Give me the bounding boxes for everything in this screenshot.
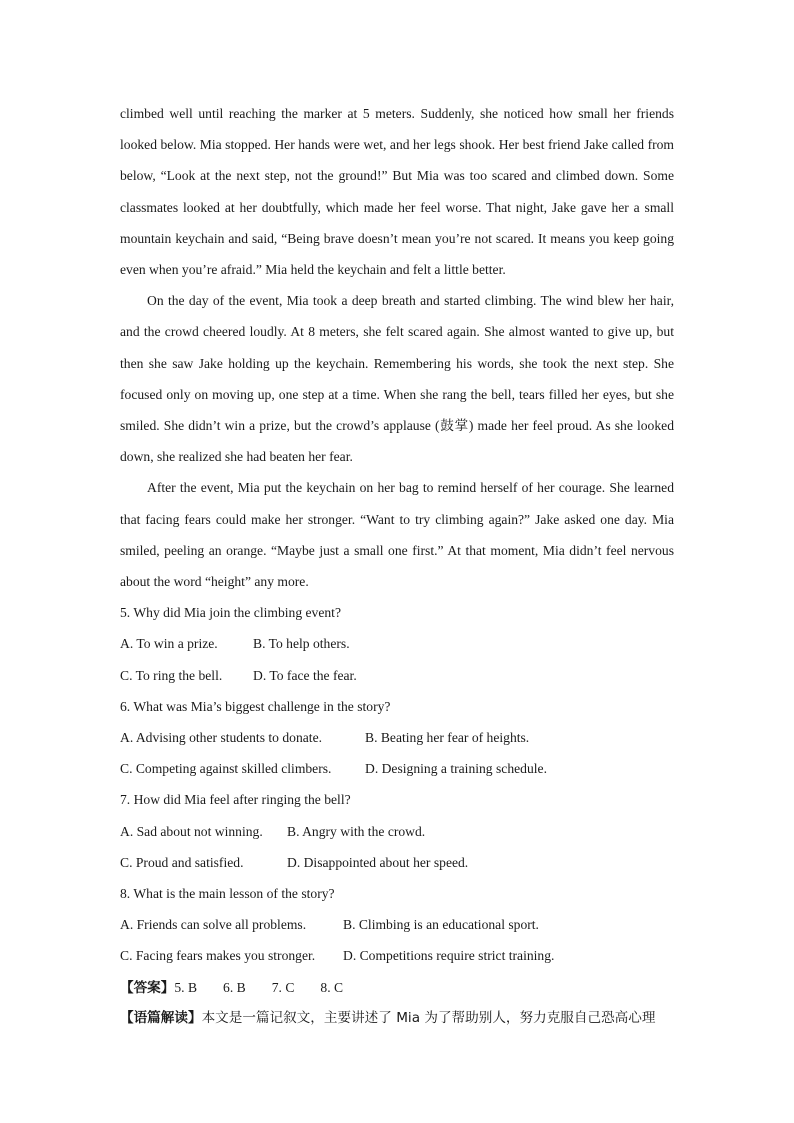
document-content xyxy=(120,98,674,1034)
question-8 xyxy=(120,878,674,972)
question-stem: 5. Why did Mia join the climbing event? xyxy=(120,605,341,621)
option-a: A. Friends can solve all problems. xyxy=(120,917,307,933)
question-5 xyxy=(120,597,674,691)
question-7 xyxy=(120,784,674,878)
option-b: B. Beating her fear of heights. xyxy=(365,730,530,746)
option-d: D. Competitions require strict training. xyxy=(343,948,555,964)
option-row xyxy=(120,940,674,971)
analysis-text: 本文是一篇记叙文，主要讲述了 Mia 为了帮助别人，努力克服自己恐高心理 xyxy=(201,1009,656,1026)
option-b: B. Angry with the crowd. xyxy=(287,823,426,839)
option-row xyxy=(120,753,674,784)
option-row xyxy=(120,816,674,847)
analysis-tag: 【语篇解读】 xyxy=(120,1009,202,1026)
passage-paragraph-3: After the event, Mia put the keychain on her bag to remind herself of her courage. She learned that facing fears could make her stronger. “Want to try climbing again?” Jake asked one day. Mia smiled, peeling an orange. “Maybe just a small one first.” At that moment, Mia didn’t feel nervous about the word “height” any more. xyxy=(120,480,674,590)
option-b: B. To help others. xyxy=(253,636,350,652)
option-c: C. Proud and satisfied. xyxy=(120,854,244,870)
passage-paragraph-1: climbed well until reaching the marker at 5 meters. Suddenly, she noticed how small her friends looked below. Mia stopped. Her hands were wet, and her legs shook. Her best friend Jake called from below, “Look at the next step, not the ground!” But Mia was too scared and climbed down. Some classmates looked at her doubtfully, which made her feel worse. That night, Jake gave her a small mountain keychain and said, “Being brave doesn’t mean you’re not scared. It means you keep going even when you’re afraid.” Mia held the keychain and felt a little better. xyxy=(120,106,674,278)
option-c: C. Competing against skilled climbers. xyxy=(120,761,332,777)
answer-item: 8. C xyxy=(320,979,344,995)
question-stem: 7. How did Mia feel after ringing the bell? xyxy=(120,792,351,808)
option-a: A. Advising other students to donate. xyxy=(120,730,323,746)
option-row xyxy=(120,628,674,659)
answer-item: 6. B xyxy=(223,979,246,995)
option-d: D. Disappointed about her speed. xyxy=(287,854,469,870)
answer-item: 7. C xyxy=(271,979,295,995)
question-stem: 8. What is the main lesson of the story? xyxy=(120,886,335,902)
option-d: D. Designing a training schedule. xyxy=(365,761,547,777)
passage-paragraph-2: On the day of the event, Mia took a deep breath and started climbing. The wind blew her hair, and the crowd cheered loudly. At 8 meters, she felt scared again. She almost wanted to give up, but then she saw Jake holding up the keychain. Remembering his words, she took the next step. She focused only on moving up, one step at a time. When she rang the bell, tears filled her eyes, but she smiled. She didn’t win a prize, but the crowd’s applause (鼓掌) made her feel proud. As she looked down, she realized she had beaten her fear. xyxy=(120,293,674,465)
option-a: A. To win a prize. xyxy=(120,636,218,652)
option-b: B. Climbing is an educational sport. xyxy=(343,917,539,933)
answer-item: 5. B xyxy=(174,979,198,995)
question-6 xyxy=(120,691,674,785)
option-row xyxy=(120,847,674,878)
option-row xyxy=(120,660,674,691)
option-row xyxy=(120,722,674,753)
option-row xyxy=(120,909,674,940)
question-stem: 6. What was Mia’s biggest challenge in the story? xyxy=(120,698,391,714)
option-a: A. Sad about not winning. xyxy=(120,823,263,839)
answer-tag: 【答案】 xyxy=(120,979,175,995)
analysis-line xyxy=(120,1003,674,1034)
option-c: C. To ring the bell. xyxy=(120,667,223,683)
option-d: D. To face the fear. xyxy=(253,667,357,683)
answer-line xyxy=(120,972,674,1003)
option-c: C. Facing fears makes you stronger. xyxy=(120,948,316,964)
